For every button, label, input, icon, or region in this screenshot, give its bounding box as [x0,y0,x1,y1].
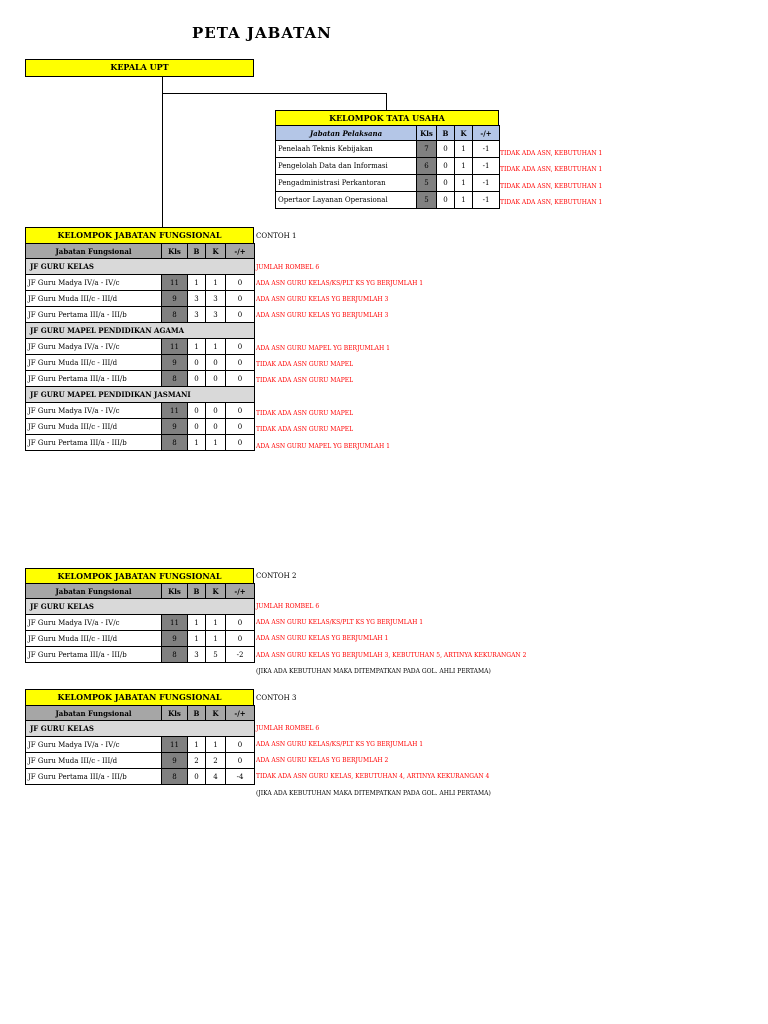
group-row [26,259,255,275]
b-value: 3 [188,291,206,307]
jabatan-name: JF Guru Muda III/c - III/d [26,631,162,647]
jabatan-name: JF Guru Madya IV/a - IV/c [26,339,162,355]
header-jabatan: Jabatan Fungsional [26,706,162,721]
diff-value: -1 [473,192,500,209]
diff-value: 0 [226,435,255,451]
table-row [26,753,255,769]
page-title: PETA JABATAN [192,24,332,42]
jabatan-name: Opertaor Layanan Operasional [276,192,417,209]
c3-footnote: (JIKA ADA KEBUTUHAN MAKA DITEMPATKAN PADA GOL. AHLI PERTAMA) [256,790,491,797]
jabatan-name: JF Guru Madya IV/a - IV/c [26,403,162,419]
c3-note-3: TIDAK ADA ASN GURU KELAS, KEBUTUHAN 4, ARTINYA KEKURANGAN 4 [256,773,490,780]
c1-note-9: ADA ASN GURU MAPEL YG BERJUMLAH 1 [256,443,390,450]
c2-note-2: ADA ASN GURU KELAS YG BERJUMLAH 1 [256,635,389,642]
k-value: 1 [206,339,226,355]
table-row [276,192,500,209]
c1-note-7: TIDAK ADA ASN GURU MAPEL [256,410,354,417]
contoh1-label: CONTOH 1 [256,232,297,240]
b-value: 0 [188,769,206,785]
header-k: K [206,244,226,259]
diff-value: 0 [226,339,255,355]
k-value: 1 [455,192,473,209]
b-value: 0 [188,355,206,371]
diff-value: 0 [226,275,255,291]
contoh3-title: KELOMPOK JABATAN FUNGSIONAL [25,689,254,706]
tata-usaha-title: KELOMPOK TATA USAHA [275,110,499,126]
c1-note-5: TIDAK ADA ASN GURU MAPEL [256,361,354,368]
diff-value: 0 [226,291,255,307]
jabatan-name: JF Guru Muda III/c - III/d [26,291,162,307]
kls-value: 11 [162,737,188,753]
jabatan-name: JF Guru Pertama III/a - III/b [26,647,162,663]
c2-group-note: JUMLAH ROMBEL 6 [256,603,320,610]
diff-value: 0 [226,631,255,647]
diff-value: -1 [473,175,500,192]
table-row [26,355,255,371]
table-row [26,769,255,785]
kls-value: 8 [162,769,188,785]
diff-value: -4 [226,769,255,785]
header-jabatan: Jabatan Fungsional [26,244,162,259]
jabatan-name: JF Guru Madya IV/a - IV/c [26,737,162,753]
c3-group-note: JUMLAH ROMBEL 6 [256,725,320,732]
table-header [276,126,500,141]
table-row [26,291,255,307]
jabatan-name: JF Guru Pertama III/a - III/b [26,371,162,387]
group-row [26,721,255,737]
kls-value: 8 [162,371,188,387]
k-value: 2 [206,753,226,769]
b-value: 1 [188,275,206,291]
k-value: 3 [206,291,226,307]
c2-footnote: (JIKA ADA KEBUTUHAN MAKA DITEMPATKAN PADA GOL. AHLI PERTAMA) [256,668,491,675]
k-value: 0 [206,371,226,387]
group-row [26,599,255,615]
b-value: 0 [188,403,206,419]
diff-value: 0 [226,403,255,419]
c3-note-1: ADA ASN GURU KELAS/KS/PLT KS YG BERJUMLAH 1 [256,741,424,748]
b-value: 0 [188,371,206,387]
b-value: 1 [188,435,206,451]
c1-note-6: TIDAK ADA ASN GURU MAPEL [256,377,354,384]
kls-value: 8 [162,647,188,663]
b-value: 0 [437,175,455,192]
diff-value: 0 [226,371,255,387]
group-name: JF GURU KELAS [26,599,255,615]
table-row [26,275,255,291]
b-value: 0 [437,158,455,175]
diff-value: 0 [226,737,255,753]
diff-value: 0 [226,355,255,371]
header-b: B [188,244,206,259]
header-jabatan: Jabatan Pelaksana [276,126,417,141]
connector-horizontal [162,93,387,94]
contoh3-label: CONTOH 3 [256,694,297,702]
jabatan-name: JF Guru Muda III/c - III/d [26,355,162,371]
k-value: 1 [206,631,226,647]
kepala-upt-box: KEPALA UPT [25,59,254,77]
jabatan-name: Penelaah Teknis Kebijakan [276,141,417,158]
c2-note-1: ADA ASN GURU KELAS/KS/PLT KS YG BERJUMLAH 1 [256,619,424,626]
c1-group1-note: JUMLAH ROMBEL 6 [256,264,320,271]
header-jabatan: Jabatan Fungsional [26,584,162,599]
group-name: JF GURU KELAS [26,721,255,737]
kls-value: 9 [162,753,188,769]
kls-value: 5 [417,192,437,209]
tata-usaha-table [275,125,500,209]
contoh1-title: KELOMPOK JABATAN FUNGSIONAL [25,227,254,244]
connector-vertical [162,77,163,227]
jabatan-name: JF Guru Madya IV/a - IV/c [26,275,162,291]
jabatan-name: Pengelolah Data dan Informasi [276,158,417,175]
c2-note-3: ADA ASN GURU KELAS YG BERJUMLAH 3, KEBUTUHAN 5, ARTINYA KEKURANGAN 2 [256,652,527,659]
header-k: K [206,584,226,599]
contoh2-label: CONTOH 2 [256,572,297,580]
kls-value: 8 [162,307,188,323]
header-diff: -/+ [226,584,255,599]
k-value: 5 [206,647,226,663]
k-value: 3 [206,307,226,323]
b-value: 1 [188,339,206,355]
b-value: 0 [437,141,455,158]
b-value: 0 [188,419,206,435]
diff-value: 0 [226,307,255,323]
jabatan-name: JF Guru Muda III/c - III/d [26,753,162,769]
k-value: 1 [206,737,226,753]
jabatan-name: JF Guru Pertama III/a - III/b [26,435,162,451]
b-value: 2 [188,753,206,769]
k-value: 1 [455,158,473,175]
table-row [26,647,255,663]
tu-note-3: TIDAK ADA ASN, KEBUTUHAN 1 [500,183,603,190]
group-row [26,387,255,403]
jabatan-name: JF Guru Muda III/c - III/d [26,419,162,435]
kls-value: 5 [417,175,437,192]
kls-value: 6 [417,158,437,175]
contoh2-table [25,583,255,663]
b-value: 1 [188,631,206,647]
table-row [26,631,255,647]
diff-value: 0 [226,419,255,435]
diff-value: 0 [226,753,255,769]
diff-value: -2 [226,647,255,663]
c1-note-2: ADA ASN GURU KELAS YG BERJUMLAH 3 [256,296,389,303]
k-value: 0 [206,419,226,435]
table-header [26,706,255,721]
header-b: B [437,126,455,141]
diff-value: -1 [473,141,500,158]
jabatan-name: JF Guru Madya IV/a - IV/c [26,615,162,631]
b-value: 3 [188,647,206,663]
table-row [26,615,255,631]
header-k: K [206,706,226,721]
contoh2-title: KELOMPOK JABATAN FUNGSIONAL [25,568,254,584]
group-row [26,323,255,339]
diff-value: 0 [226,615,255,631]
b-value: 0 [437,192,455,209]
table-row [26,737,255,753]
table-row [276,175,500,192]
contoh1-table [25,243,255,451]
group-name: JF GURU KELAS [26,259,255,275]
group-name: JF GURU MAPEL PENDIDIKAN JASMANI [26,387,255,403]
tu-note-1: TIDAK ADA ASN, KEBUTUHAN 1 [500,150,603,157]
kls-value: 11 [162,403,188,419]
kls-value: 11 [162,339,188,355]
jabatan-name: JF Guru Pertama III/a - III/b [26,769,162,785]
header-b: B [188,584,206,599]
header-diff: -/+ [473,126,500,141]
c1-note-8: TIDAK ADA ASN GURU MAPEL [256,426,354,433]
kls-value: 9 [162,355,188,371]
connector-tu-drop [386,93,387,110]
b-value: 3 [188,307,206,323]
header-kls: Kls [162,244,188,259]
kls-value: 8 [162,435,188,451]
table-row [26,403,255,419]
k-value: 1 [455,141,473,158]
table-row [26,435,255,451]
diff-value: -1 [473,158,500,175]
c1-note-1: ADA ASN GURU KELAS/KS/PLT KS YG BERJUMLAH 1 [256,280,424,287]
table-header [26,584,255,599]
k-value: 4 [206,769,226,785]
k-value: 1 [206,275,226,291]
header-kls: Kls [162,706,188,721]
kls-value: 9 [162,419,188,435]
kls-value: 11 [162,615,188,631]
table-row [26,307,255,323]
c3-note-2: ADA ASN GURU KELAS YG BERJUMLAH 2 [256,757,389,764]
b-value: 1 [188,737,206,753]
jabatan-name: Pengadministrasi Perkantoran [276,175,417,192]
header-k: K [455,126,473,141]
table-row [276,141,500,158]
header-b: B [188,706,206,721]
k-value: 0 [206,355,226,371]
jabatan-name: JF Guru Pertama III/a - III/b [26,307,162,323]
k-value: 1 [206,615,226,631]
table-row [276,158,500,175]
header-diff: -/+ [226,706,255,721]
contoh3-table [25,705,255,785]
kls-value: 9 [162,291,188,307]
k-value: 1 [206,435,226,451]
c1-note-3: ADA ASN GURU KELAS YG BERJUMLAH 3 [256,312,389,319]
c1-note-4: ADA ASN GURU MAPEL YG BERJUMLAH 1 [256,345,390,352]
kls-value: 9 [162,631,188,647]
k-value: 1 [455,175,473,192]
b-value: 1 [188,615,206,631]
k-value: 0 [206,403,226,419]
kls-value: 7 [417,141,437,158]
header-diff: -/+ [226,244,255,259]
table-row [26,339,255,355]
table-row [26,371,255,387]
header-kls: Kls [162,584,188,599]
group-name: JF GURU MAPEL PENDIDIKAN AGAMA [26,323,255,339]
tu-note-4: TIDAK ADA ASN, KEBUTUHAN 1 [500,199,603,206]
table-row [26,419,255,435]
tu-note-2: TIDAK ADA ASN, KEBUTUHAN 1 [500,166,603,173]
table-header [26,244,255,259]
kls-value: 11 [162,275,188,291]
header-kls: Kls [417,126,437,141]
